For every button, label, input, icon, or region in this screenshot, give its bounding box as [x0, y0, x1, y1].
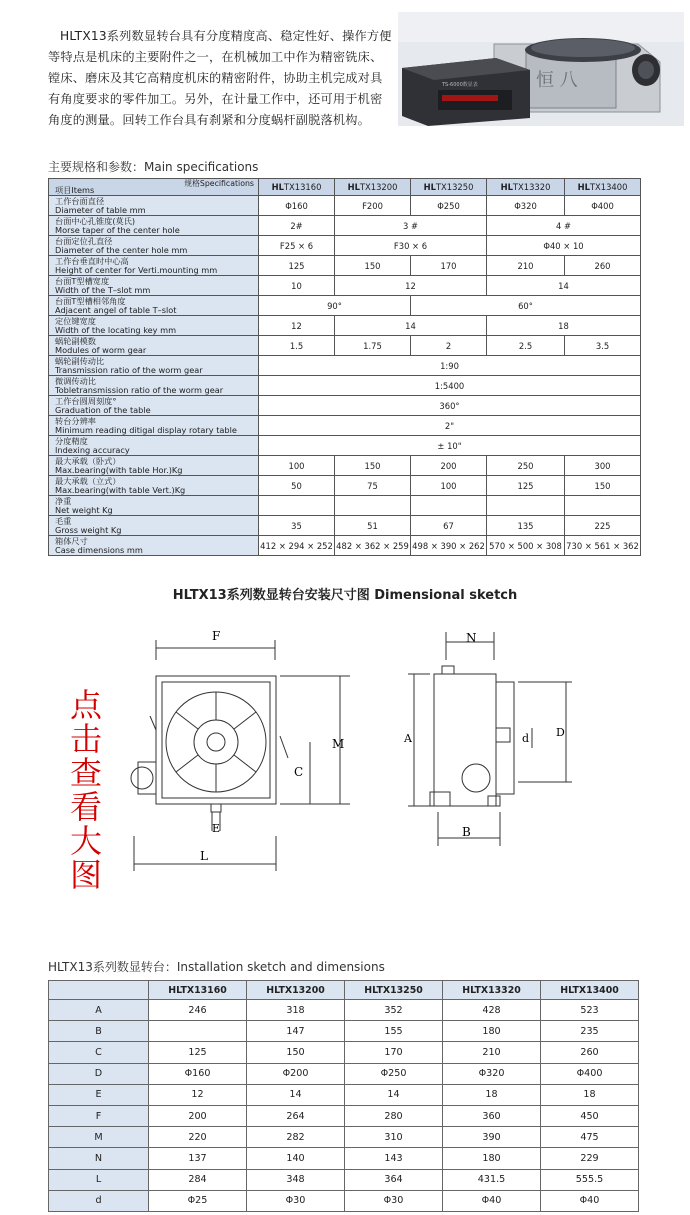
install-row [49, 1042, 639, 1063]
spec-table [48, 178, 641, 556]
spec-row-label [49, 216, 259, 236]
install-value-cell: 137 [149, 1148, 247, 1169]
model-code: TX13320 [474, 984, 521, 996]
install-value-cell: 284 [149, 1169, 247, 1190]
spec-value-cell: 75 [335, 476, 411, 496]
spec-value-cell: 498 × 390 × 262 [411, 536, 487, 556]
spec-value-cell: 35 [259, 516, 335, 536]
install-value-cell: 318 [247, 1000, 345, 1021]
install-row-label: M [49, 1127, 149, 1148]
install-value-cell: 143 [345, 1148, 443, 1169]
brand-chars: 恒 八 [536, 70, 578, 91]
install-value-cell: Φ200 [247, 1063, 345, 1084]
model-code: TX13200 [359, 182, 398, 192]
model-code: TX13200 [278, 984, 325, 996]
install-value-cell: Φ160 [149, 1063, 247, 1084]
spec-row-label [49, 336, 259, 356]
spec-row [49, 316, 641, 336]
install-header-row [49, 981, 639, 1000]
spec-value-cell: 67 [411, 516, 487, 536]
display-label: TS-6000数显表 [442, 82, 478, 88]
spec-value-cell: 100 [411, 476, 487, 496]
spec-value-cell: 260 [565, 256, 641, 276]
install-row-label: F [49, 1105, 149, 1126]
install-model-header [345, 981, 443, 1000]
spec-label-en: Diameter of table mm [55, 204, 146, 215]
install-value-cell: Φ40 [443, 1190, 541, 1211]
spec-label-en: Transmission ratio of the worm gear [55, 364, 203, 375]
install-value-cell: 14 [247, 1084, 345, 1105]
spec-value-cell: 12 [335, 276, 487, 296]
install-row-label: E [49, 1084, 149, 1105]
spec-value-cell: 150 [335, 456, 411, 476]
spec-row [49, 276, 641, 296]
spec-value-cell: 360° [259, 396, 641, 416]
click-to-enlarge-link[interactable]: 点击查看大图 [69, 686, 102, 894]
spec-row [49, 516, 641, 536]
install-section-title: HLTX13系列数显转台：Installation sketch and dimensions [48, 960, 385, 974]
spec-header-row [49, 179, 641, 196]
spec-value-cell: Φ250 [411, 196, 487, 216]
dim-label-D: D [556, 726, 565, 739]
install-row-label: C [49, 1042, 149, 1063]
spec-value-cell: 14 [487, 276, 641, 296]
spec-label-cn: 台面中心孔锥度(莫氏) [55, 215, 136, 226]
spec-label-cn: 最大承载（卧式） [55, 455, 121, 466]
model-header [411, 179, 487, 196]
model-code: TX13320 [512, 182, 551, 192]
install-value-cell [149, 1021, 247, 1042]
side-view-sketch[interactable] [400, 632, 580, 854]
dim-label-B: B [462, 825, 471, 839]
spec-row-label [49, 516, 259, 536]
install-value-cell: 280 [345, 1105, 443, 1126]
install-value-cell: 260 [541, 1042, 639, 1063]
model-code: TX13250 [435, 182, 474, 192]
spec-section-title: 主要规格和参数：Main specifications [48, 160, 259, 174]
install-value-cell: Φ400 [541, 1063, 639, 1084]
install-value-cell: 310 [345, 1127, 443, 1148]
install-value-cell: 282 [247, 1127, 345, 1148]
model-prefix: HL [168, 984, 181, 996]
spec-value-cell: 150 [335, 256, 411, 276]
spec-value-cell: 1:90 [259, 356, 641, 376]
install-value-cell: Φ320 [443, 1063, 541, 1084]
model-prefix: HL [577, 182, 590, 192]
spec-row [49, 296, 641, 316]
install-row [49, 1127, 639, 1148]
spec-label-en: Diameter of the center hole mm [55, 244, 188, 255]
install-value-cell: 229 [541, 1148, 639, 1169]
dim-label-F: F [212, 629, 221, 643]
spec-value-cell: F30 × 6 [335, 236, 487, 256]
spec-value-cell: 3.5 [565, 336, 641, 356]
install-value-cell: 475 [541, 1127, 639, 1148]
dimensional-sketch-title: HLTX13系列数显转台安装尺寸图 Dimensional sketch [172, 588, 518, 603]
model-code: TX13400 [589, 182, 628, 192]
spec-label-en: Tobletransmission ratio of the worm gear [55, 384, 224, 395]
install-value-cell: 18 [541, 1084, 639, 1105]
install-value-cell: 364 [345, 1169, 443, 1190]
install-row-label: A [49, 1000, 149, 1021]
spec-label-cn: 转台分辨率 [55, 415, 96, 426]
install-model-header [247, 981, 345, 1000]
spec-value-cell [335, 496, 411, 516]
spec-value-cell: 51 [335, 516, 411, 536]
install-header-corner [49, 981, 149, 1000]
spec-value-cell: 482 × 362 × 259 [335, 536, 411, 556]
install-value-cell: 431.5 [443, 1169, 541, 1190]
spec-label-cn: 台面定位孔直径 [55, 235, 113, 246]
spec-value-cell: Φ400 [565, 196, 641, 216]
install-row [49, 1000, 639, 1021]
spec-row [49, 496, 641, 516]
spec-value-cell: 412 × 294 × 252 [259, 536, 335, 556]
spec-value-cell: 125 [487, 476, 565, 496]
model-code: TX13250 [376, 984, 423, 996]
model-prefix: HL [347, 182, 360, 192]
spec-row-label [49, 316, 259, 336]
model-header [487, 179, 565, 196]
spec-value-cell: F200 [335, 196, 411, 216]
spec-label-cn: 蜗轮副传动比 [55, 355, 105, 366]
spec-value-cell: 1:5400 [259, 376, 641, 396]
install-value-cell: 200 [149, 1105, 247, 1126]
spec-value-cell: 170 [411, 256, 487, 276]
spec-value-cell: 210 [487, 256, 565, 276]
spec-value-cell: 300 [565, 456, 641, 476]
spec-row [49, 196, 641, 216]
install-value-cell: 523 [541, 1000, 639, 1021]
install-value-cell: Φ30 [247, 1190, 345, 1211]
install-value-cell: 12 [149, 1084, 247, 1105]
install-value-cell: 264 [247, 1105, 345, 1126]
install-value-cell: 140 [247, 1148, 345, 1169]
install-row [49, 1148, 639, 1169]
spec-label-cn: 箱体尺寸 [55, 535, 88, 546]
install-row-label: B [49, 1021, 149, 1042]
spec-row-label [49, 276, 259, 296]
model-code: TX13160 [180, 984, 227, 996]
install-value-cell: 348 [247, 1169, 345, 1190]
spec-label-en: Max.bearing(with table Vert.)Kg [55, 484, 186, 495]
install-row [49, 1169, 639, 1190]
spec-label-en: Width of the locating key mm [55, 324, 177, 335]
spec-label-en: Adjacent angel of table T–slot [55, 304, 177, 315]
spec-value-cell: 150 [565, 476, 641, 496]
spec-row [49, 476, 641, 496]
install-value-cell: 147 [247, 1021, 345, 1042]
model-prefix: HL [462, 984, 475, 996]
spec-label-en: Minimum reading ditigal display rotary table [55, 424, 237, 435]
spec-row [49, 396, 641, 416]
install-value-cell: 390 [443, 1127, 541, 1148]
install-value-cell: 18 [443, 1084, 541, 1105]
install-model-header [149, 981, 247, 1000]
install-value-cell: 210 [443, 1042, 541, 1063]
spec-value-cell: Φ160 [259, 196, 335, 216]
install-row [49, 1084, 639, 1105]
install-value-cell: 235 [541, 1021, 639, 1042]
spec-label-cn: 蜗轮副模数 [55, 335, 96, 346]
intro-paragraph: HLTX13系列数显转台具有分度精度高、稳定性好、操作方便等特点是机床的主要附件之一，在机械加工中作为精密铣床、镗床、磨床及其它高精度机床的精密附件，协助主机完成对具有角度要求的零件加工。另外，在计量工作中，还可用于机密角度的测量。回转工作台具有刹紧和分度蜗杆副脱落机构。 [48, 29, 392, 127]
spec-value-cell: 4 # [487, 216, 641, 236]
install-value-cell: Φ25 [149, 1190, 247, 1211]
install-value-cell: 14 [345, 1084, 443, 1105]
spec-row-label [49, 396, 259, 416]
spec-label-en: Net weight Kg [55, 504, 113, 515]
spec-header-spec-label: 规格Specifications [184, 179, 254, 188]
spec-value-cell: 730 × 561 × 362 [565, 536, 641, 556]
install-row-label: D [49, 1063, 149, 1084]
model-code: TX13160 [283, 182, 322, 192]
spec-value-cell: 50 [259, 476, 335, 496]
spec-row [49, 416, 641, 436]
dim-label-N: N [466, 632, 477, 645]
install-row [49, 1063, 639, 1084]
spec-row [49, 376, 641, 396]
spec-value-cell: 250 [487, 456, 565, 476]
spec-value-cell: 18 [487, 316, 641, 336]
dim-label-A: A [404, 732, 412, 745]
spec-label-cn: 定位键宽度 [55, 315, 96, 326]
spec-row-label [49, 296, 259, 316]
install-row-label: L [49, 1169, 149, 1190]
spec-row [49, 236, 641, 256]
install-model-header [541, 981, 639, 1000]
spec-value-cell [259, 496, 335, 516]
spec-row [49, 456, 641, 476]
install-value-cell: 220 [149, 1127, 247, 1148]
model-header [335, 179, 411, 196]
install-value-cell: 170 [345, 1042, 443, 1063]
spec-value-cell [411, 496, 487, 516]
install-value-cell: 246 [149, 1000, 247, 1021]
spec-row [49, 536, 641, 556]
spec-row [49, 436, 641, 456]
install-row [49, 1105, 639, 1126]
spec-value-cell: ± 10" [259, 436, 641, 456]
install-value-cell: 150 [247, 1042, 345, 1063]
spec-label-en: Indexing accuracy [55, 444, 130, 455]
dim-label-E: E [212, 822, 221, 835]
spec-label-cn: 工作台圆周刻度° [55, 395, 117, 406]
model-prefix: HL [423, 182, 436, 192]
spec-row-label [49, 256, 259, 276]
install-value-cell: 555.5 [541, 1169, 639, 1190]
spec-value-cell: 2.5 [487, 336, 565, 356]
spec-value-cell [487, 496, 565, 516]
spec-row [49, 256, 641, 276]
spec-row-label [49, 496, 259, 516]
install-value-cell: 180 [443, 1148, 541, 1169]
spec-label-en: Height of center for Verti.mounting mm [55, 264, 218, 275]
install-value-cell: Φ250 [345, 1063, 443, 1084]
spec-row-label [49, 536, 259, 556]
spec-value-cell: Φ320 [487, 196, 565, 216]
spec-label-en: Width of the T–slot mm [55, 284, 151, 295]
spec-value-cell: Φ40 × 10 [487, 236, 641, 256]
install-value-cell: 360 [443, 1105, 541, 1126]
spec-value-cell: 570 × 500 × 308 [487, 536, 565, 556]
install-dimensions-table [48, 980, 639, 1212]
install-row-label: N [49, 1148, 149, 1169]
spec-label-en: Modules of worm gear [55, 344, 147, 355]
spec-value-cell: 12 [259, 316, 335, 336]
spec-row [49, 216, 641, 236]
install-value-cell: 428 [443, 1000, 541, 1021]
install-row-label: d [49, 1190, 149, 1211]
install-value-cell: 155 [345, 1021, 443, 1042]
spec-value-cell: F25 × 6 [259, 236, 335, 256]
spec-label-cn: 净重 [55, 495, 72, 506]
model-code: TX13400 [572, 984, 619, 996]
install-value-cell: 450 [541, 1105, 639, 1126]
spec-label-cn: 台面T型槽宽度 [55, 275, 110, 286]
spec-label-cn: 工作台垂直时中心高 [55, 255, 129, 266]
spec-row [49, 336, 641, 356]
install-value-cell: 352 [345, 1000, 443, 1021]
install-row [49, 1190, 639, 1211]
model-prefix: HL [500, 182, 513, 192]
spec-value-cell: 125 [259, 256, 335, 276]
install-value-cell: 125 [149, 1042, 247, 1063]
dim-label-L: L [200, 849, 208, 863]
spec-value-cell: 100 [259, 456, 335, 476]
product-photo[interactable] [398, 12, 684, 126]
front-view-sketch[interactable] [120, 626, 350, 878]
spec-value-cell: 90° [259, 296, 411, 316]
dim-label-C: C [294, 765, 304, 779]
model-prefix: HL [266, 984, 279, 996]
spec-row [49, 356, 641, 376]
model-prefix: HL [271, 182, 284, 192]
spec-header-items-label: 项目Items [55, 185, 95, 195]
spec-row-label [49, 376, 259, 396]
spec-value-cell: 3 # [335, 216, 487, 236]
spec-label-cn: 毛重 [55, 515, 72, 526]
spec-label-cn: 工作台面直径 [55, 195, 105, 206]
spec-value-cell: 2# [259, 216, 335, 236]
spec-row-label [49, 456, 259, 476]
install-value-cell: 180 [443, 1021, 541, 1042]
spec-value-cell: 1.75 [335, 336, 411, 356]
install-value-cell: Φ40 [541, 1190, 639, 1211]
spec-value-cell: 1.5 [259, 336, 335, 356]
spec-label-en: Gross weight Kg [55, 524, 122, 535]
spec-header-corner [49, 179, 259, 196]
spec-value-cell: 135 [487, 516, 565, 536]
spec-value-cell: 10 [259, 276, 335, 296]
spec-label-en: Max.bearing(with table Hor.)Kg [55, 464, 183, 475]
spec-label-cn: 台面T型槽相邻角度 [55, 295, 126, 306]
spec-value-cell: 14 [335, 316, 487, 336]
spec-value-cell: 2" [259, 416, 641, 436]
spec-label-en: Morse taper of the center hole [55, 224, 180, 235]
spec-row-label [49, 436, 259, 456]
spec-label-en: Case dimensions mm [55, 544, 143, 555]
model-prefix: HL [560, 984, 573, 996]
spec-row-label [49, 196, 259, 216]
spec-value-cell: 200 [411, 456, 487, 476]
spec-value-cell: 2 [411, 336, 487, 356]
spec-row-label [49, 236, 259, 256]
spec-row-label [49, 356, 259, 376]
spec-label-cn: 分度精度 [55, 435, 88, 446]
dim-label-d: d [522, 732, 530, 745]
spec-label-cn: 最大承载（立式） [55, 475, 121, 486]
spec-label-en: Graduation of the table [55, 404, 151, 415]
install-row [49, 1021, 639, 1042]
spec-row-label [49, 416, 259, 436]
spec-row-label [49, 476, 259, 496]
install-model-header [443, 981, 541, 1000]
model-prefix: HL [364, 984, 377, 996]
spec-label-cn: 微调传动比 [55, 375, 96, 386]
install-value-cell: Φ30 [345, 1190, 443, 1211]
spec-value-cell: 225 [565, 516, 641, 536]
dim-label-M: M [332, 737, 345, 751]
spec-value-cell [565, 496, 641, 516]
model-header [565, 179, 641, 196]
model-header [259, 179, 335, 196]
spec-value-cell: 60° [411, 296, 641, 316]
